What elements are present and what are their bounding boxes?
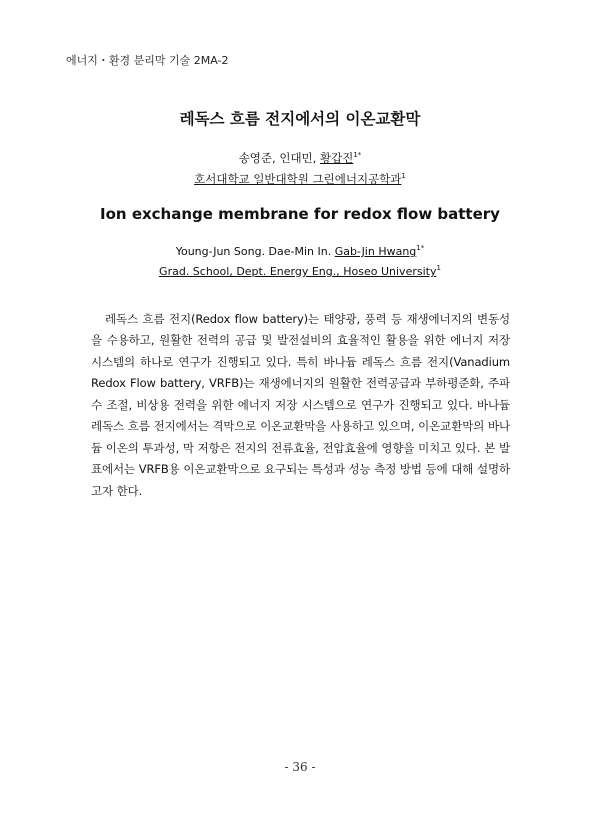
session-header: 에너지・환경 분리막 기술 2MA-2	[66, 54, 229, 67]
page-number: - 36 -	[284, 760, 316, 774]
english-affiliation-mark: 1	[436, 264, 441, 272]
abstract-body: 레독스 흐름 전지(Redox flow battery)는 태양광, 풍력 등 재생에너지의 변동성을 수용하고, 원활한 전력의 공급 및 발전설비의 효율적인 활용을 위한 에너지 저장 시스템의 하나로 연구가 진행되고 있다. 특히 바나듐 레독스 흐름 전지(Vanadium Redox Flow battery, VRFB)는 재생에너지의 원활한 전력공급과 부하평준화, 주파수 조절, 비상용 전력을 위한 에너지 저장 시스템으로 연구가 진행되고 있다. 바나듐 레독스 흐름 전지에서는 격막으로 이온교환막을 사용하고 있으며, 이온교환막의 바나듐 이온의 투과성, 막 저항은 전지의 전류효율, 전압효율에 영향을 미치고 있다. 본 발표에서는 VRFB용 이온교환막으로 요구되는 특성과 성능 측정 방법 등에 대해 설명하고자 한다.	[91, 311, 510, 498]
korean-coauthors: 송영준, 인대민,	[238, 151, 320, 165]
korean-affiliation	[0, 171, 600, 187]
english-coauthors: Young-Jun Song. Dae-Min In.	[175, 245, 335, 258]
korean-affiliation-mark: 1	[401, 172, 406, 180]
korean-corresponding-mark: 1*	[353, 151, 362, 159]
english-corresponding-mark: 1*	[416, 244, 425, 252]
english-corresponding-author: Gab-Jin Hwang	[334, 245, 417, 258]
korean-title: 레독스 흐름 전지에서의 이온교환막	[179, 110, 421, 128]
english-affiliation	[0, 265, 600, 278]
english-affiliation-text: Grad. School, Dept. Energy Eng., Hoseo University	[159, 265, 437, 278]
korean-corresponding-author: 황갑진	[319, 151, 354, 165]
korean-affiliation-text: 호서대학교 일반대학원 그린에너지공학과	[194, 172, 402, 186]
english-title: Ion exchange membrane for redox flow battery	[100, 205, 500, 223]
korean-authors	[0, 150, 600, 166]
english-authors	[0, 245, 600, 258]
